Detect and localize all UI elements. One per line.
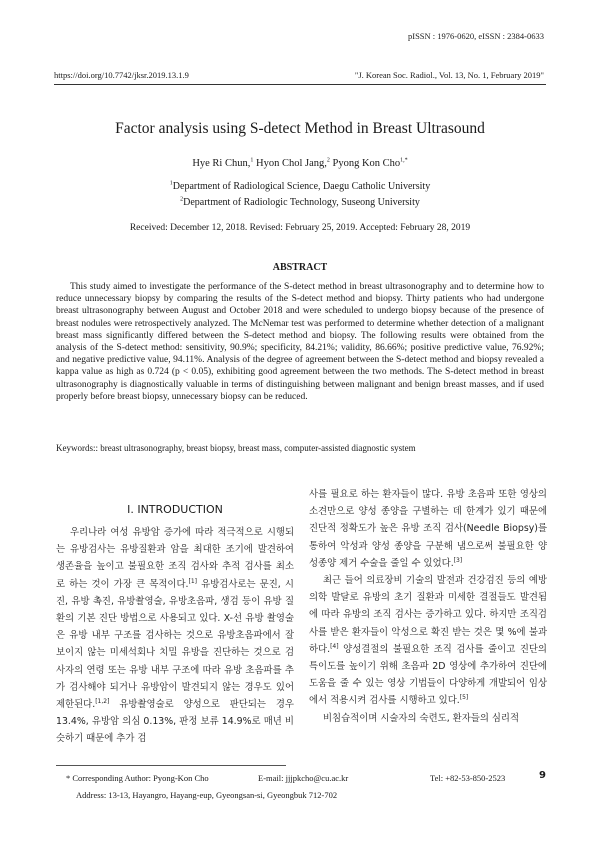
body-column-left <box>56 524 294 748</box>
affil-mark: 1 <box>169 180 173 187</box>
corresponding-email[interactable]: E-mail: jjjpkcho@cu.ac.kr <box>258 773 349 783</box>
affil-mark: 2 <box>180 196 184 203</box>
paragraph-text: 사를 필요로 하는 환자들이 많다. 유방 초음파 또한 영상의 소견만으로 양성 종양을 구별하는 데 한계가 있기 때문에 진단적 정확도가 높은 유방 조직 검사(Needle Biopsy)를 통하여 악성과 양성 종양을 구분해 냄으로써 불필요한 양성종양 제거 수술을 줄일 수 있었다. <box>309 489 547 569</box>
paragraph <box>309 710 547 727</box>
paragraph-text: 최근 들어 의료장비 기술의 발전과 건강검진 등의 예방의학 발달로 유방의 초기 질환과 미세한 결절들도 발견됨에 따라 유방의 조직 검사는 증가하고 있다. 하지만 조직검사를 받은 환자들이 악성으로 확진 받는 것은 몇 %에 불과하다. <box>309 575 547 655</box>
author-affil-mark: 1,* <box>400 157 408 164</box>
paper-title: Factor analysis using S-detect Method in Breast Ultrasound <box>115 120 485 137</box>
paragraph-text: 우리나라 여성 유방암 증가에 따라 적극적으로 시행되는 유방검사는 유방질환과 암을 최대한 조기에 발견하여 생존율을 높이고 불필요한 조직 검사와 추적 검사를 최소로 하는 것이 가장 큰 목적이다. <box>56 527 294 590</box>
corresponding-address: Address: 13-13, Hayangro, Hayang-eup, Gyeongsan-si, Gyeongbuk 712-702 <box>76 790 338 800</box>
abstract-body: This study aimed to investigate the performance of the S-detect method in breast ultrasonography and to determine how to reduce unnecessary biopsy by comparing the results of the S-detect method and biopsy. Thirty patients who had undergone breast ultrasonography between August and October 2018 and were scheduled to undergo biopsy because of the presence of breast nodules were retrospectively analyzed. The McNemar test was performed to determine whether detection of a malignant breast mass significantly differed between the S-detect method and biopsy. The following results were obtained from the analysis of the S-detect method: sensitivity, 90.9%; specificity, 84.21%; validity, 86.66%; positive predictive value, 76.92%; and negative predictive value, 94.11%. Analysis of the degree of agreement between the S-detect method and biopsy revealed a kappa value as high as 0.724 (p < 0.05), exhibiting good agreement between the two methods. The S-detect method in breast ultrasonography is diagnostically valuable in terms of distinguishing between malignant and benign breast masses, and if used properly before breast biopsy, unnecessary biopsy can be reduced. <box>56 282 544 402</box>
citation-mark: [1] <box>188 577 197 585</box>
paragraph-text: 유방검사로는 문진, 시진, 유방 촉진, 유방촬영술, 유방초음파, 생검 등이 유방 질환의 기본 진단 방법으로 사용되고 있다. X-선 유방 촬영술은 유방 내부 구조를 검사하는 것으로 유방초음파에서 잘 보이지 않는 미세석회나 치밀 유방을 진단하는 것으로 검사자의 연령 또는 유방 내부 구조에 따라 유방 초음파를 추가 검사해야 되거나 유방암이 발견되지 않는 경우도 있어 제한된다. <box>56 578 294 711</box>
citation-mark: [1,2] <box>95 697 110 705</box>
corresponding-author: * Corresponding Author: Pyong-Kon Cho <box>66 773 209 783</box>
author-affil-mark: 2 <box>326 157 330 164</box>
doi-link[interactable]: https://doi.org/10.7742/jksr.2019.13.1.9 <box>54 70 189 80</box>
affiliation <box>0 197 600 208</box>
author-affil-mark: 1 <box>250 157 254 164</box>
corresponding-tel: Tel: +82-53-850-2523 <box>430 773 506 783</box>
received-dates: Received: December 12, 2018. Revised: February 25, 2019. Accepted: February 28, 2019 <box>129 223 471 233</box>
page-number: 9 <box>539 770 546 781</box>
paragraph <box>309 572 547 710</box>
author-name: Hye Ri Chun, <box>192 158 251 169</box>
paragraph-text: 양성결절의 불필요한 조직 검사를 줄이고 진단의 특이도를 높이기 위해 초음파 2D 영상에 추가하여 진단에 도움을 줄 수 있는 영상 기법들이 다양하게 개발되어 임상에서 적용시켜 검사를 시행하고 있다. <box>309 643 547 707</box>
affil-text: Department of Radiological Science, Daegu Catholic University <box>172 181 431 192</box>
keywords: Keywords:: breast ultrasonography, breast biopsy, breast mass, computer-assisted diagnostic system <box>56 443 416 453</box>
paragraph <box>56 524 294 748</box>
author-list <box>0 158 600 169</box>
paragraph <box>309 486 547 572</box>
paragraph-text: 비침습적이며 시술자의 숙련도, 환자들의 심리적 <box>323 712 520 724</box>
issn-line: pISSN : 1976-0620, eISSN : 2384-0633 <box>407 31 544 41</box>
journal-reference: "J. Korean Soc. Radiol., Vol. 13, No. 1, February 2019" <box>354 70 544 80</box>
header-rule <box>54 84 546 85</box>
affil-text: Department of Radiologic Technology, Suseong University <box>183 197 420 208</box>
author-name: Pyong Kon Cho <box>332 158 401 169</box>
citation-mark: [5] <box>459 694 469 702</box>
section-heading-introduction: Ⅰ. INTRODUCTION <box>127 503 223 516</box>
affiliation <box>0 181 600 192</box>
abstract-heading: ABSTRACT <box>272 262 328 273</box>
footnote-rule <box>56 765 286 766</box>
paragraph-text: 유방촬영술로 양성으로 판단되는 경우 13.4%, 유방암 의심 0.13%, 판정 보류 14.9%로 매년 비슷하기 때문에 추가 검 <box>56 699 294 745</box>
citation-mark: [3] <box>453 556 463 564</box>
author-name: Hyon Chol Jang, <box>255 158 327 169</box>
citation-mark: [4] <box>330 642 339 650</box>
body-column-right <box>309 486 547 727</box>
